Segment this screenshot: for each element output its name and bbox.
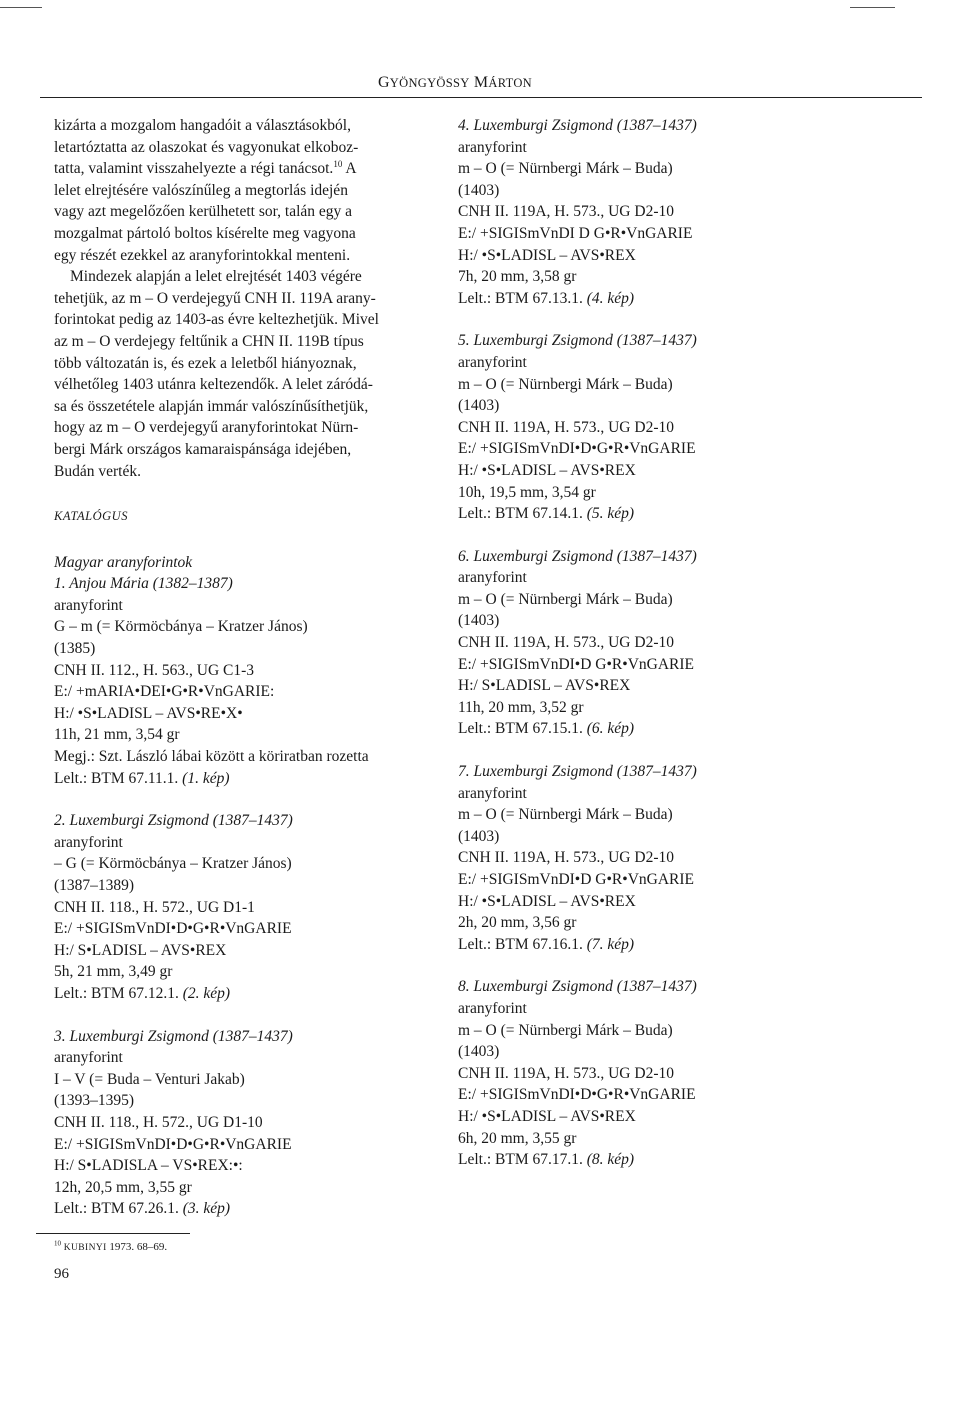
intro-line: kizárta a mozgalom hangadóit a választásokból, [54,117,351,134]
catalogue-entry [54,573,446,789]
entry-line: H:/ S•LADISL – AVS•REX [54,941,227,959]
entry-line: CNH II. 112., H. 563., UG C1-3 [54,661,255,679]
entry-line: (1403) [458,397,500,415]
entry-title: 4. Luxemburgi Zsigmond (1387–1437) [458,117,697,134]
entry-line: aranyforint [458,569,527,587]
entry-line: E:/ +SIGISmVnDI D G•R•VnGARIE [458,224,693,242]
entry-line: aranyforint [54,596,123,614]
running-head-initial: G [377,74,390,91]
intro-line: az m – O verdejegy feltűnik a CHN II. 119B típus [54,332,364,350]
catalogue-entry [54,1026,446,1220]
intro-line: vagy azt megelőzően kerülhetett sor, talán egy a [54,203,353,221]
entry-line: aranyforint [54,833,123,851]
entry-line: 10h, 19,5 mm, 3,54 gr [458,483,596,501]
entry-line: CNH II. 119A, H. 573., UG D2-10 [458,203,674,221]
entry-line: (1403) [458,1043,500,1061]
catalogue-entry [458,761,868,955]
intro-line: bergi Márk országos kamaraispánsága idejében, [54,440,352,458]
intro-line: vélhetőleg 1403 utánra keltezendők. A lelet záródá- [54,376,373,394]
subsection-title: Magyar aranyforintok [54,553,193,571]
entry-line: H:/ •S•LADISL – AVS•RE•X• [54,704,243,722]
footnote [54,1241,167,1253]
entry-line: H:/ S•LADISL – AVS•REX [458,677,631,695]
right-catalogue-entries [458,115,868,1171]
entry-line: CNH II. 118., H. 572., UG D1-10 [54,1113,263,1131]
entry-line: m – O (= Nürnbergi Márk – Buda) [458,1021,673,1039]
entry-line: E:/ +SIGISmVnDI•D•G•R•VnGARIE [54,920,292,938]
entry-line: (1393–1395) [54,1092,135,1110]
entry-inventory: Lelt.: BTM 67.15.1. [458,720,587,738]
entry-line [54,768,446,790]
entry-line: CNH II. 119A, H. 573., UG D2-10 [458,849,674,867]
entry-line: E:/ +SIGISmVnDI•D•G•R•VnGARIE [458,1086,696,1104]
intro-paragraph-2 [54,266,446,482]
intro-paragraph-1 [54,115,446,266]
footnote-rule [36,1233,190,1234]
entry-title: 8. Luxemburgi Zsigmond (1387–1437) [458,978,697,996]
footnote-ref-marker: 10 [333,159,343,170]
entry-line: I – V (= Buda – Venturi Jakab) [54,1070,245,1088]
entry-line: 2h, 20 mm, 3,56 gr [458,914,577,932]
entry-line: Megj.: Szt. László lábai között a köriratban rozetta [54,748,369,766]
entry-line: 7h, 20 mm, 3,58 gr [458,268,577,286]
footnote-author: KUBINYI [63,1243,107,1253]
entry-figure-ref: (8. kép) [586,1151,635,1169]
running-head [378,74,532,92]
intro-line: hogy az m – O verdejegyű aranyforintokat Nürn- [54,419,359,437]
entry-inventory: Lelt.: BTM 67.26.1. [54,1200,183,1218]
entry-line: E:/ +mARIA•DEI•G•R•VnGARIE: [54,683,275,701]
entry-line: aranyforint [458,999,527,1017]
entry-title: 2. Luxemburgi Zsigmond (1387–1437) [54,812,293,830]
intro-line: Mindezek alapján a lelet elrejtését 1403 végére [70,268,362,286]
catalogue-entry [458,115,868,309]
entry-line: m – O (= Nürnbergi Márk – Buda) [458,590,673,608]
entry-line: (1403) [458,612,500,630]
entry-title: 5. Luxemburgi Zsigmond (1387–1437) [458,332,697,350]
entry-title: 6. Luxemburgi Zsigmond (1387–1437) [458,547,697,565]
top-right-rule [850,7,895,8]
entry-inventory: Lelt.: BTM 67.14.1. [458,505,587,523]
running-head-initial-2: M [469,74,489,91]
entry-line: (1403) [458,827,500,845]
entry-line: 11h, 21 mm, 3,54 gr [54,726,180,744]
entry-figure-ref: (5. kép) [586,505,635,523]
footnote-ref: 10 [54,1239,61,1248]
entry-line: aranyforint [458,784,527,802]
intro-line: forintokat pedig az 1403-as évre keltezhetjük. Mivel [54,311,379,329]
entry-figure-ref: (6. kép) [586,720,635,738]
footnote-text: 1973. 68–69. [106,1241,168,1253]
entry-inventory: Lelt.: BTM 67.11.1. [54,769,183,787]
entry-line: CNH II. 119A, H. 573., UG D2-10 [458,1064,674,1082]
entry-line: – G (= Körmöcbánya – Kratzer János) [54,855,292,873]
intro-text [54,115,446,482]
entry-figure-ref: (2. kép) [182,984,231,1002]
entry-line [458,718,868,740]
entry-line: (1385) [54,640,96,658]
entry-line: (1387–1389) [54,877,135,894]
entry-line: E:/ +SIGISmVnDI•D•G•R•VnGARIE [54,1135,292,1153]
entry-line: E:/ +SIGISmVnDI•D G•R•VnGARIE [458,655,694,673]
entry-title: 1. Anjou Mária (1382–1387) [54,575,233,593]
top-left-rule [0,7,42,8]
left-column [54,115,446,1241]
running-head-rest: YÖNGYÖSSY [389,76,470,90]
entry-line: m – O (= Nürnbergi Márk – Buda) [458,375,673,393]
running-head-rest-2: ÁRTON [488,76,532,90]
intro-line-tail: A [342,160,357,178]
entry-line: H:/ S•LADISLA – VS•REX:•: [54,1157,243,1175]
header-rule [40,97,922,98]
entry-line [458,503,868,525]
entry-figure-ref: (7. kép) [586,935,635,953]
entry-line: m – O (= Nürnbergi Márk – Buda) [458,160,673,178]
intro-line: mozgalmat pártoló boltos kísérelte meg vagyona [54,224,356,242]
entry-line: 11h, 20 mm, 3,52 gr [458,698,584,716]
intro-line: letartóztatta az olaszokat és vagyonukat elkoboz- [54,138,359,156]
entry-inventory: Lelt.: BTM 67.17.1. [458,1151,587,1169]
entry-line [54,983,446,1005]
left-catalogue-entries [54,573,446,1220]
entry-line: 5h, 21 mm, 3,49 gr [54,963,173,981]
catalogue-entry [458,546,868,740]
entry-line: E:/ +SIGISmVnDI•D•G•R•VnGARIE [458,440,696,458]
entry-figure-ref: (4. kép) [586,289,635,307]
entry-line: CNH II. 118., H. 572., UG D1-1 [54,898,255,916]
catalogue-entry [458,330,868,524]
entry-line [458,1149,868,1171]
entry-inventory: Lelt.: BTM 67.13.1. [458,289,587,307]
catalogue-entry [54,810,446,1004]
entry-line: H:/ •S•LADISL – AVS•REX [458,461,636,479]
entry-figure-ref: (3. kép) [182,1200,231,1218]
intro-line: több változatán is, és ezek a leletből hiányoznak, [54,354,357,372]
entry-line: CNH II. 119A, H. 573., UG D2-10 [458,634,674,652]
entry-line: G – m (= Körmöcbánya – Kratzer János) [54,618,308,636]
entry-line: aranyforint [54,1049,123,1067]
page-number: 96 [54,1266,69,1282]
entry-line: H:/ •S•LADISL – AVS•REX [458,892,636,910]
intro-line: lelet elrejtésére valószínűleg a megtorlás idején [54,181,348,199]
entry-figure-ref: (1. kép) [182,769,230,787]
entry-line: H:/ •S•LADISL – AVS•REX [458,246,636,264]
entry-title: 3. Luxemburgi Zsigmond (1387–1437) [54,1027,293,1045]
intro-line: tatta, valamint visszahelyezte a régi tanácsot.$^{10}$ A [54,159,357,178]
entry-line [458,934,868,956]
intro-line: tehetjük, az m – O verdejegyű CNH II. 119A arany- [54,289,376,307]
entry-line: aranyforint [458,138,527,156]
entry-inventory: Lelt.: BTM 67.16.1. [458,935,587,953]
entry-line: E:/ +SIGISmVnDI•D G•R•VnGARIE [458,871,694,888]
intro-line: egy részét ezekkel az aranyforintokkal menteni. [54,246,351,264]
catalogue-entry [458,976,868,1170]
catalogue-heading: KATALÓGUS [54,509,128,524]
entry-line: m – O (= Nürnbergi Márk – Buda) [458,806,673,824]
intro-line: sa és összetétele alapján immár valószínűsíthetjük, [54,397,369,415]
entry-line: aranyforint [458,353,527,371]
right-column [458,115,868,1192]
entry-line [458,288,868,310]
entry-title: 7. Luxemburgi Zsigmond (1387–1437) [458,763,697,781]
entry-line: CNH II. 119A, H. 573., UG D2-10 [458,418,674,436]
entry-line: (1403) [458,181,500,199]
entry-line [54,1198,446,1220]
entry-line: 12h, 20,5 mm, 3,55 gr [54,1178,192,1196]
entry-line: 6h, 20 mm, 3,55 gr [458,1129,577,1147]
entry-inventory: Lelt.: BTM 67.12.1. [54,984,183,1002]
intro-line: Budán verték. [54,462,141,480]
entry-line: H:/ •S•LADISL – AVS•REX [458,1107,636,1125]
